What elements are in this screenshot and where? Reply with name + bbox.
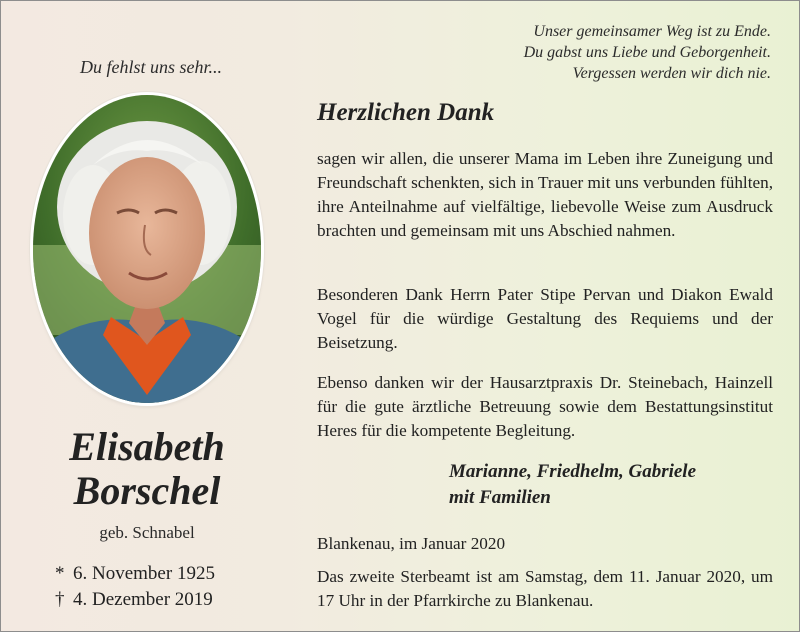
portrait-photo <box>33 95 261 403</box>
death-date: 4. Dezember 2019 <box>73 589 213 610</box>
service-notice: Das zweite Sterbeamt ist am Samstag, dem 11. Januar 2020, um 17 Uhr in der Pfarrkirche zu Blankenau. <box>317 567 773 610</box>
first-name: Elisabeth <box>69 424 225 469</box>
signer-names: Marianne, Friedhelm, Gabriele <box>449 461 697 482</box>
signer-families: mit Familien <box>449 487 551 508</box>
death-cross-icon: † <box>55 589 65 610</box>
verse-line: Vergessen werden wir dich nie. <box>572 65 771 82</box>
last-name: Borschel <box>73 468 221 513</box>
thanks-heading: Herzlichen Dank <box>317 99 495 126</box>
memorial-verse <box>431 21 771 84</box>
place-date: Blankenau, im Januar 2020 <box>317 534 506 553</box>
death-date-row <box>55 587 255 613</box>
birth-star-icon: * <box>55 563 65 584</box>
life-dates <box>55 561 255 613</box>
deceased-name <box>29 425 265 513</box>
thanks-paragraph: sagen wir allen, die unserer Mama im Leben ihre Zuneigung und Freundschaft schenkten, sich in Trauer mit uns verbunden fühlten, ihre Anteilnahme auf vielfältige, liebevolle Weise zum Ausdruck brachten und gemeinsam mit uns Abschied nahmen. <box>317 149 773 240</box>
clergy-thanks-paragraph: Besonderen Dank Herrn Pater Stipe Pervan und Diakon Ewald Vogel für die würdige Gestaltung des Requiems und der Beisetzung. <box>317 285 773 352</box>
birth-date-row <box>55 561 255 587</box>
left-quote: Du fehlst uns sehr... <box>79 57 222 77</box>
verse-line: Du gabst uns Liebe und Geborgenheit. <box>523 44 771 61</box>
signers <box>449 459 779 511</box>
verse-line: Unser gemeinsamer Weg ist zu Ende. <box>533 23 771 40</box>
maiden-name: geb. Schnabel <box>99 523 195 542</box>
portrait-illustration <box>33 95 261 403</box>
care-thanks-paragraph: Ebenso danken wir der Hausarztpraxis Dr. Steinebach, Hainzell für die gute ärztliche Betreuung sowie dem Bestattungsinstitut Heres für die kompetente Begleitung. <box>317 373 773 440</box>
birth-date: 6. November 1925 <box>73 563 215 584</box>
